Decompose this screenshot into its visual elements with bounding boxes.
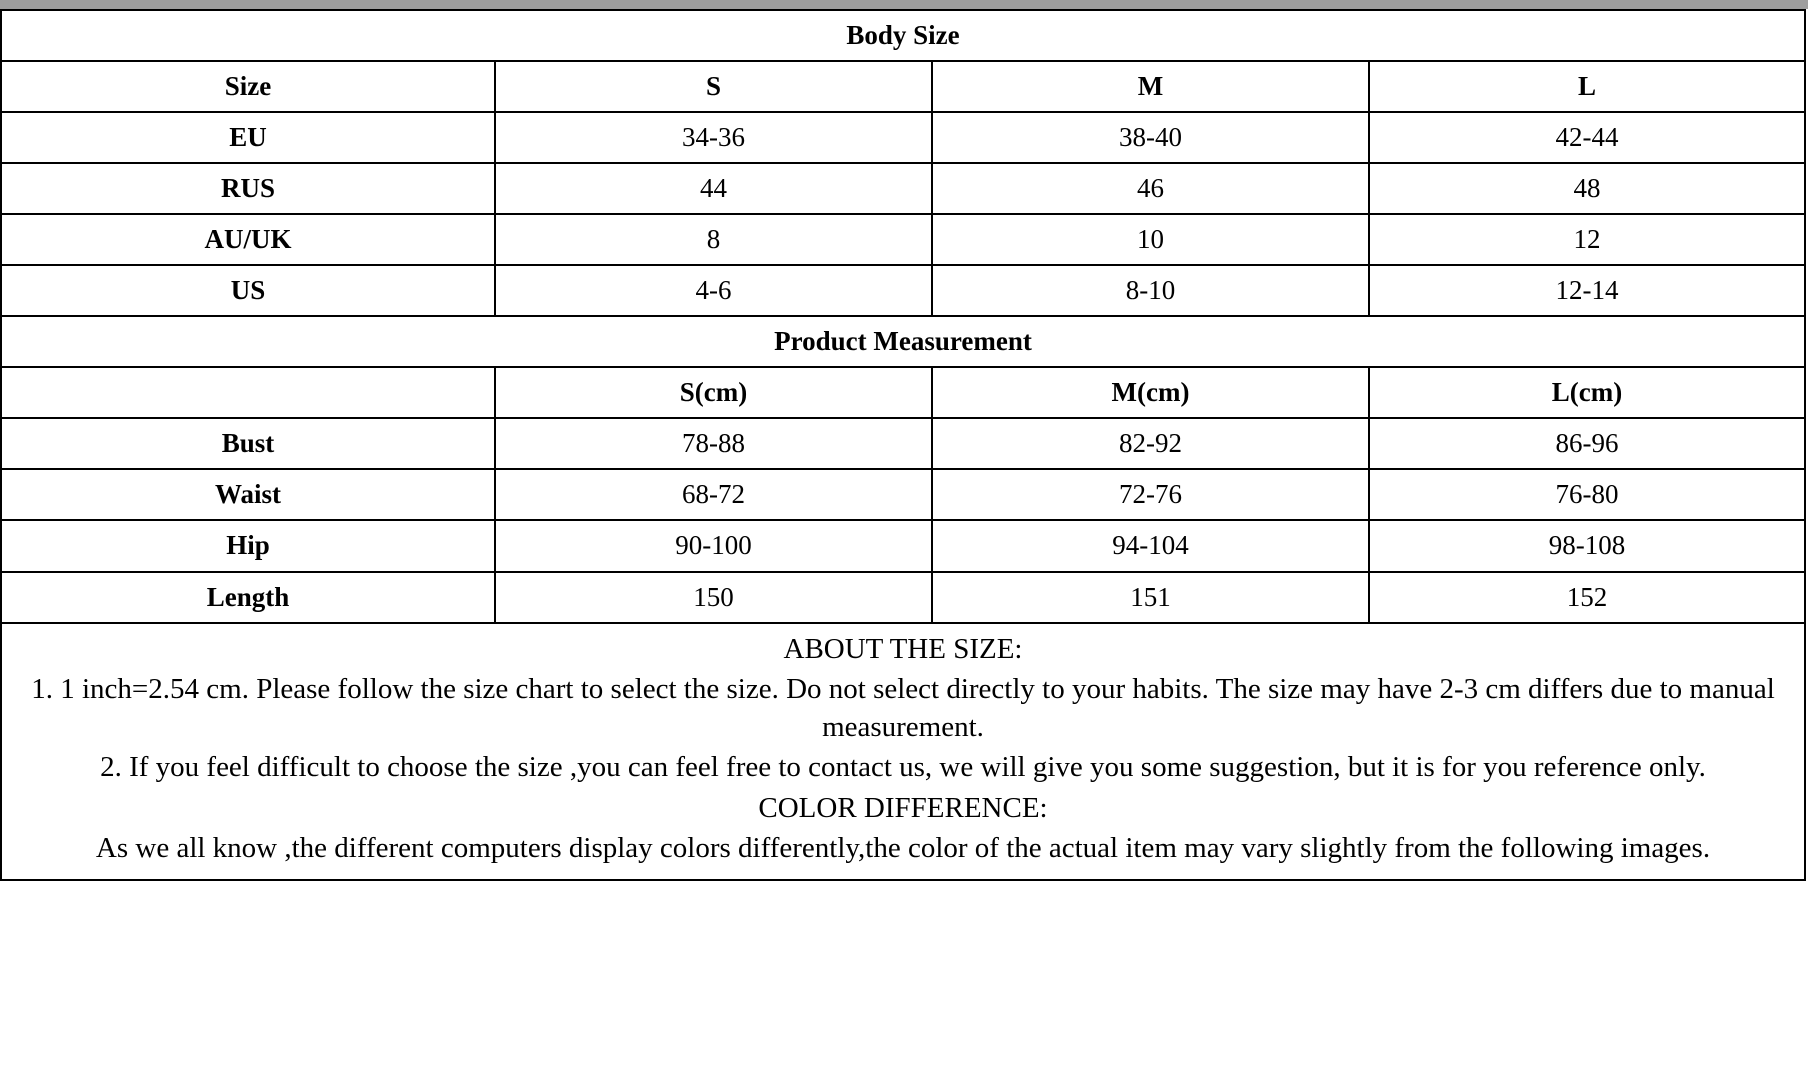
table-row [1, 214, 1805, 265]
cell-auuk-l: 12 [1369, 214, 1805, 265]
cell-length-l: 152 [1369, 572, 1805, 623]
cell-waist-l: 76-80 [1369, 469, 1805, 520]
table-row [1, 163, 1805, 214]
size-chart-table [0, 9, 1806, 624]
notes-section [0, 624, 1806, 882]
row-label-length: Length [1, 572, 495, 623]
cell-length-s: 150 [495, 572, 932, 623]
row-label-waist: Waist [1, 469, 495, 520]
cell-bust-s: 78-88 [495, 418, 932, 469]
body-size-col-s: S [495, 61, 932, 112]
cell-hip-m: 94-104 [932, 520, 1369, 571]
body-size-col-m: M [932, 61, 1369, 112]
cell-us-m: 8-10 [932, 265, 1369, 316]
row-label-bust: Bust [1, 418, 495, 469]
table-row-body-size-header [1, 61, 1805, 112]
row-label-hip: Hip [1, 520, 495, 571]
table-row [1, 265, 1805, 316]
cell-bust-m: 82-92 [932, 418, 1369, 469]
table-row-body-size-title [1, 10, 1805, 61]
cell-bust-l: 86-96 [1369, 418, 1805, 469]
cell-auuk-m: 10 [932, 214, 1369, 265]
cell-length-m: 151 [932, 572, 1369, 623]
body-size-col-l: L [1369, 61, 1805, 112]
size-chart-sheet [0, 9, 1808, 881]
color-difference-heading: COLOR DIFFERENCE: [758, 791, 1048, 824]
product-measurement-col-m: M(cm) [932, 367, 1369, 418]
table-row [1, 469, 1805, 520]
cell-auuk-s: 8 [495, 214, 932, 265]
cell-waist-m: 72-76 [932, 469, 1369, 520]
row-label-eu: EU [1, 112, 495, 163]
table-row [1, 112, 1805, 163]
product-measurement-col-s: S(cm) [495, 367, 932, 418]
cell-hip-l: 98-108 [1369, 520, 1805, 571]
cell-eu-s: 34-36 [495, 112, 932, 163]
product-measurement-title: Product Measurement [1, 316, 1805, 367]
row-label-rus: RUS [1, 163, 495, 214]
about-size-heading: ABOUT THE SIZE: [783, 632, 1023, 665]
cell-rus-m: 46 [932, 163, 1369, 214]
cell-rus-s: 44 [495, 163, 932, 214]
table-row [1, 418, 1805, 469]
table-row [1, 572, 1805, 623]
top-gray-bar [0, 0, 1808, 9]
row-label-us: US [1, 265, 495, 316]
color-difference-text: As we all know ,the different computers display colors differently,the color of the actual item may vary slightly from the following images. [95, 831, 1711, 864]
product-measurement-col-l: L(cm) [1369, 367, 1805, 418]
row-label-au-uk: AU/UK [1, 214, 495, 265]
cell-us-l: 12-14 [1369, 265, 1805, 316]
cell-us-s: 4-6 [495, 265, 932, 316]
body-size-title: Body Size [1, 10, 1805, 61]
about-size-note-2: 2. If you feel difficult to choose the size ,you can feel free to contact us, we will give you some suggestion, but it is for you reference only. [100, 751, 1706, 784]
body-size-col-size: Size [1, 61, 495, 112]
cell-waist-s: 68-72 [495, 469, 932, 520]
cell-eu-m: 38-40 [932, 112, 1369, 163]
table-row [1, 520, 1805, 571]
cell-eu-l: 42-44 [1369, 112, 1805, 163]
table-row-product-measurement-title [1, 316, 1805, 367]
cell-hip-s: 90-100 [495, 520, 932, 571]
about-size-note-1: 1. 1 inch=2.54 cm. Please follow the size chart to select the size. Do not select directly to your habits. The size may have 2-3 cm differs due to manual measurement. [31, 672, 1775, 744]
product-measurement-col-empty [1, 367, 495, 418]
table-row-product-measurement-header [1, 367, 1805, 418]
cell-rus-l: 48 [1369, 163, 1805, 214]
